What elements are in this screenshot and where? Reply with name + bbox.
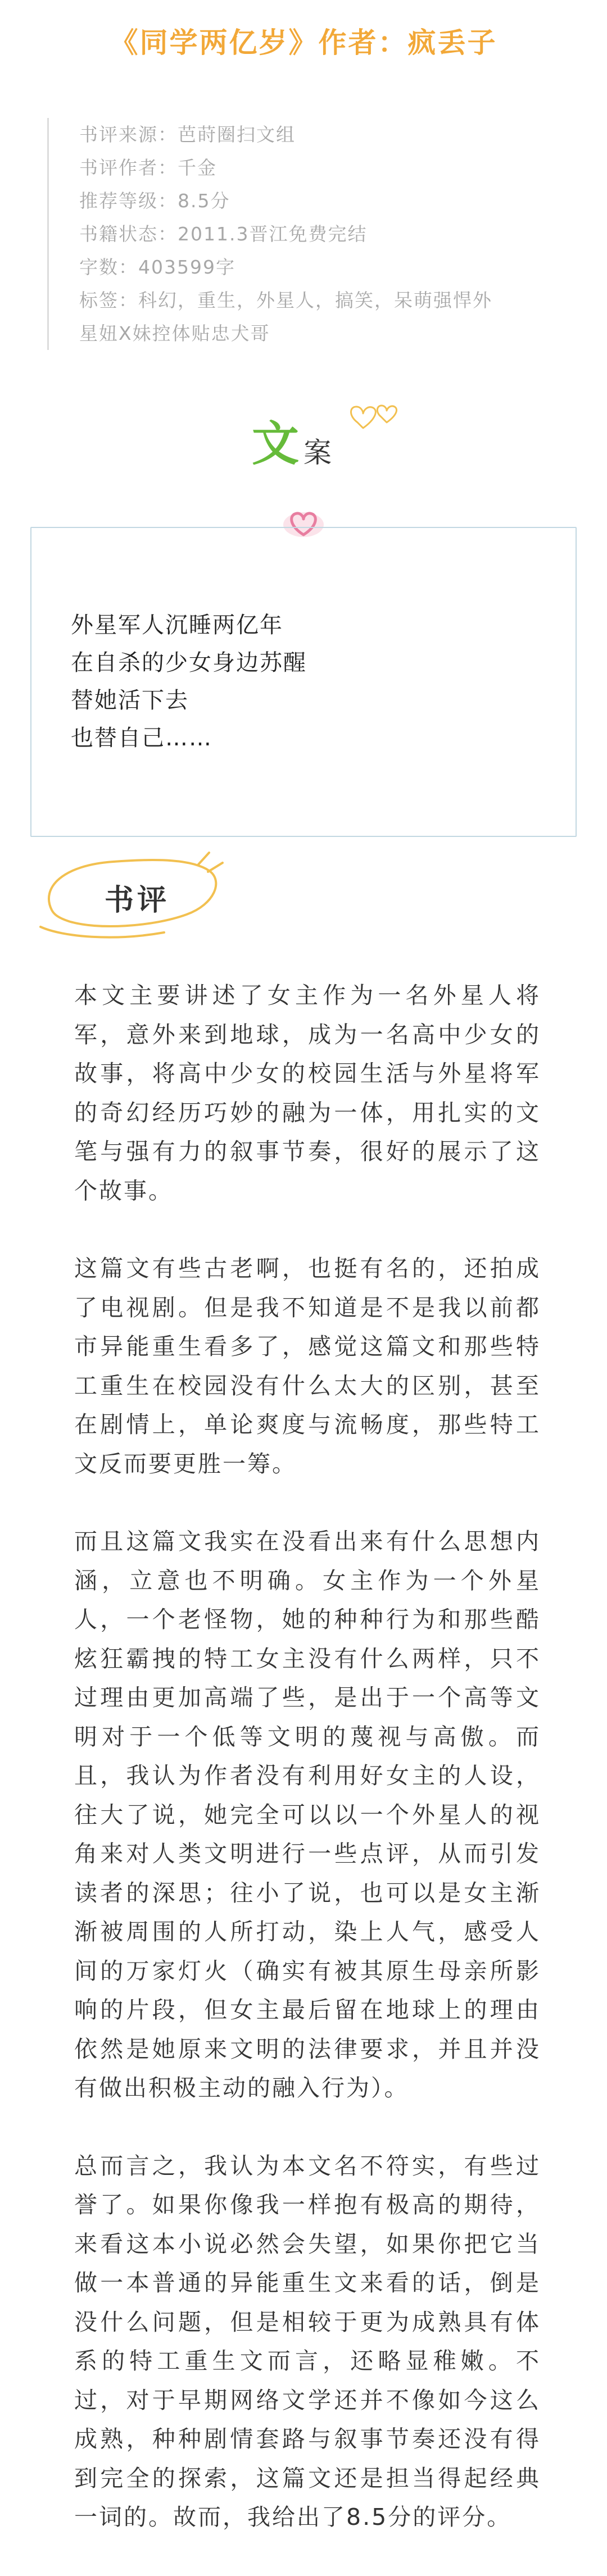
review-paragraph: 这篇文有些古老啊，也挺有名的，还拍成了电视剧。但是我不知道是不是我以前都市异能重生看多了，感觉这篇文和那些特工重生在校园没有什么太大的区别，甚至在剧情上，单论爽度与流畅度，那些特工文反而要更胜一筹。 [74,1255,541,1477]
review-paragraph: 本文主要讲述了女主作为一名外星人将军，意外来到地球，成为一名高中少女的故事，将高中少女的校园生活与外星将军的奇幻经历巧妙的融为一体，用扎实的文笔与强有力的叙事节奏，很好的展示了这个故事。 [74,982,541,1204]
meta-status: 书籍状态：2011.3晋江免费完结 [79,223,368,245]
meta-tags: 标签：科幻，重生，外星人，搞笑，呆萌强悍外 [79,289,492,311]
synopsis-line: 外星军人沉睡两亿年 [71,612,283,638]
section-heading-wenan [252,416,420,489]
heading-char-wen: 文 [252,416,300,471]
synopsis-line: 在自杀的少女身边苏醒 [71,650,307,676]
synopsis-box [30,527,577,837]
meta-rating: 推荐等级：8.5分 [79,190,230,212]
synopsis-line: 也替自己…… [71,725,212,751]
heading-char-an: 案 [304,436,332,469]
review-body [74,976,541,2576]
outline-hearts-icon [346,400,408,442]
review-heading-badge [29,843,254,949]
meta-author: 书评作者：千金 [79,157,217,179]
review-heading-label: 书评 [105,884,170,917]
review-paragraph: 总而言之，我认为本文名不符实，有些过誉了。如果你像我一样抱有极高的期待，来看这本小说必然会失望，如果你把它当做一本普通的异能重生文来看的话，倒是没什么问题，但是相较于更为成熟具有体系的特工重生文而言，还略显稚嫩。不过，对于早期网络文学还并不像如今这么成熟，种种剧情套路与叙事节奏还没有得到完全的探索，这篇文还是担当得起经典一词的。故而，我给出了8.5分的评分。 [74,2152,541,2531]
review-paragraph: 而且这篇文我实在没看出来有什么思想内涵，立意也不明确。女主作为一个外星人，一个老怪物，她的种种行为和那些酷炫狂霸拽的特工女主没有什么两样，只不过理由更加高端了些，是出于一个高等文明对于一个低等文明的蔑视与高傲。而且，我认为作者没有利用好女主的人设，往大了说，她完全可以以一个外星人的视角来对人类文明进行一些点评，从而引发读者的深思；往小了说，也可以是女主渐渐被周围的人所打动，染上人气，感受人间的万家灯火（确实有被其原生母亲所影响的片段，但女主最后留在地球上的理由依然是她原来文明的法律要求，并且并没有做出积极主动的融入行为）。 [74,1528,541,2101]
synopsis-text [71,607,307,757]
book-info-block [47,118,564,350]
meta-tags-cont: 星妞X妹控体贴忠犬哥 [79,322,270,344]
meta-wordcount: 字数：403599字 [79,256,235,278]
article-title: 《同学两亿岁》作者：疯丢子 [110,26,497,59]
synopsis-line: 替她活下去 [71,688,189,713]
meta-source: 书评来源：芭莳圈扫文组 [79,124,296,145]
